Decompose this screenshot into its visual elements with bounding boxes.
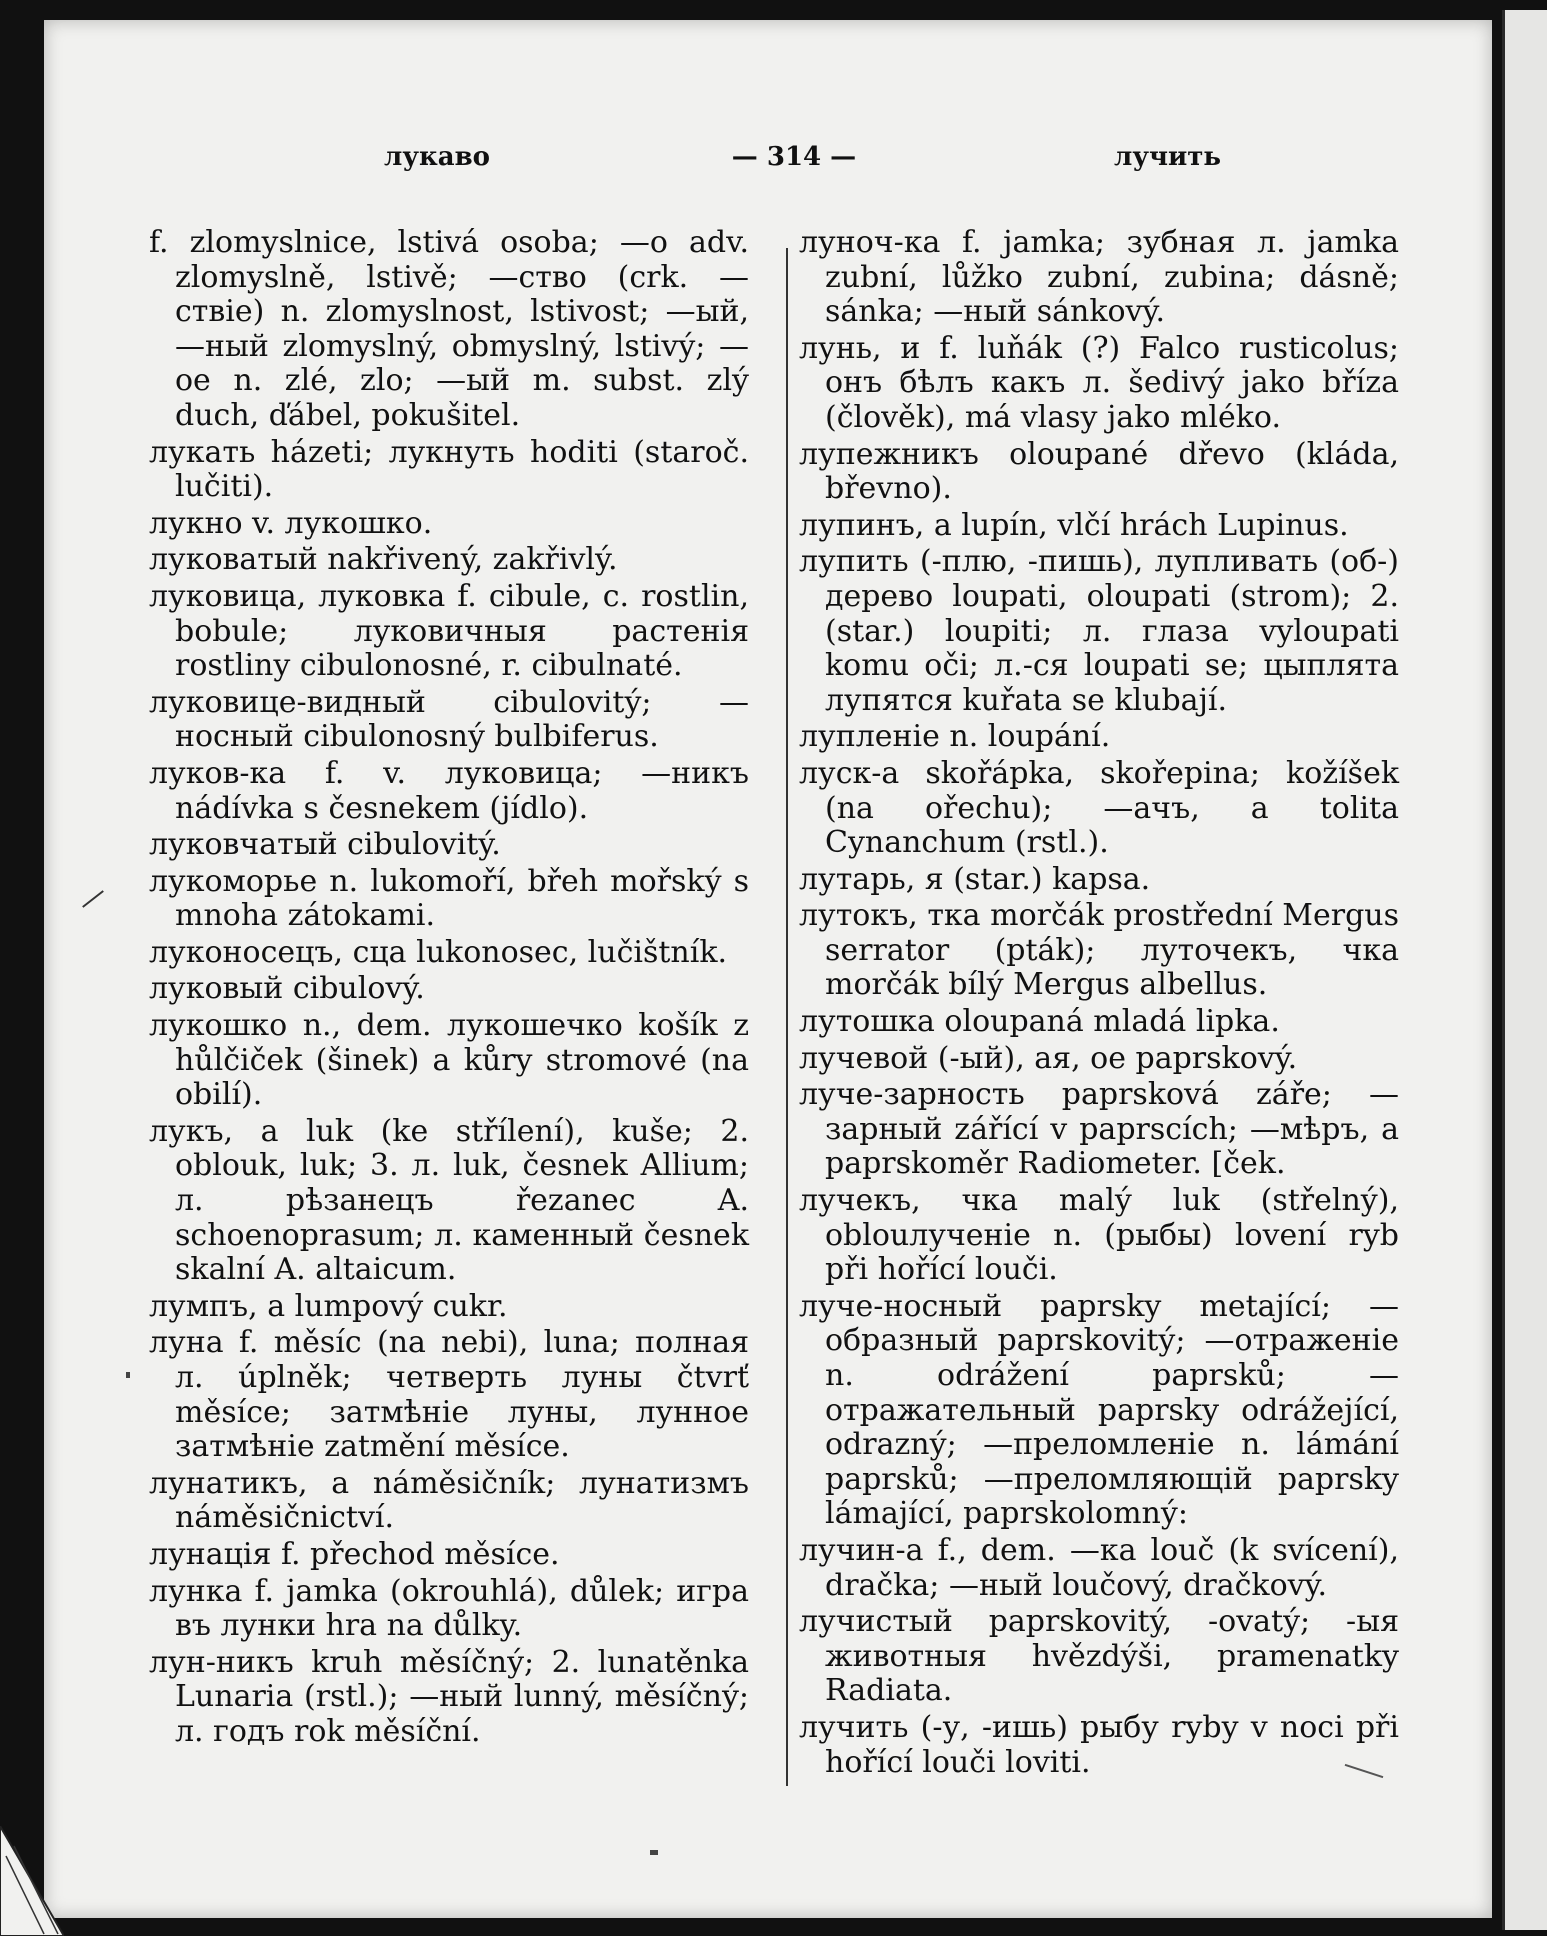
dictionary-entry: лумпъ, а lumpový cukr. [149, 1288, 508, 1324]
dictionary-entry: луск-а skořápka, skořepina; kožíšek (na ořechu); —ачъ, а tolita Cynanchum (rstl.). [799, 755, 1399, 861]
dictionary-entry: лупить (-плю, -пишь), лупливать (об-) дерево loupati, oloupati (strom); 2. (star.) loupiti; л. глаза vyloupati komu oči; л.-ся loupati se; цыплята лупятся kuřata se klubají. [799, 544, 1399, 718]
left-guide-word: лукаво [384, 142, 491, 172]
dictionary-entry: лукоморье n. lukomoří, břeh mořský s mnoha zátokami. [149, 863, 749, 934]
dictionary-entry: лунка f. jamka (okrouhlá), důlek; игра въ лунки hra na důlky. [149, 1573, 749, 1644]
column-divider [786, 248, 788, 1786]
right-guide-word: лучить [1114, 142, 1222, 172]
dictionary-entry: лупежникъ oloupané dřevo (kláda, břevno). [799, 436, 1399, 507]
dictionary-entry: лунь, и f. luňák (?) Falco rusticolus; онъ бѣлъ какъ л. šedivý jako bříza (člověk), má vlasy jako mléko. [799, 330, 1399, 435]
dictionary-entry: лучить (-у, -ишь) рыбу ryby v noci při hořící louči loviti. [799, 1709, 1399, 1780]
margin-speck [126, 1372, 130, 1378]
dictionary-entry: лутошка oloupaná mladá lipka. [799, 1004, 1280, 1040]
dictionary-entry: лунація f. přechod měsíce. [149, 1536, 560, 1572]
dictionary-entry: луковице-видный cibulovitý; —носный cibulonosný bulbiferus. [149, 684, 749, 755]
dictionary-entry: лупленіе n. loupání. [799, 719, 1111, 755]
dictionary-entry: луконосецъ, сца lukonosec, lučištník. [149, 934, 728, 970]
dictionary-entry: луковица, луковка f. cibule, c. rostlin, bobule; луковичныя растенія rostliny cibulonosné, r. cibulnaté. [149, 578, 749, 684]
dictionary-entry: лукошко n., dem. лукошечко košík z hůlčiček (šinek) a kůry stromové (na obilí). [149, 1008, 749, 1113]
left-column [149, 226, 749, 1750]
dictionary-entry: лун-никъ kruh měsíčný; 2. lunatěnka Lunaria (rstl.); —ный lunný, měsíčný; л. годъ rok měsíční. [149, 1644, 749, 1749]
dictionary-entry: лутокъ, тка morčák prostřední Mergus serrator (pták); луточекъ, чка morčák bílý Mergus albellus. [799, 898, 1399, 1003]
dictionary-entry: луковатый nakřivený, zakřivlý. [149, 542, 618, 578]
dictionary-entry: лукъ, а luk (ke střílení), kuše; 2. oblouk, luk; 3. л. luk, česnek Allium; л. рѣзанецъ řezanec A. schoenoprasum; л. каменный česnek skalní A. altaicum. [149, 1113, 749, 1288]
margin-pencil-mark [82, 890, 104, 908]
dictionary-entry: f. zlomyslnice, lstivá osoba; —о adv. zlomyslně, lstivě; —ство (crk. —ствіе) n. zlomyslnost, lstivost; —ый, —ный zlomyslný, obmyslný, lstivý; —ое n. zlé, zlo; —ый m. subst. zlý duch, ďábel, pokušitel. [149, 225, 749, 433]
dictionary-entry: луноч-ка f. jamka; зубная л. jamka zubní, lůžko zubní, zubina; dásně; sánka; —ный sánkový. [799, 225, 1399, 330]
dictionary-entry: лучин-а f., dem. —ка louč (k svícení), dračka; —ный loučový, dračkový. [799, 1532, 1399, 1603]
dictionary-entry: луков-ка f. v. луковица; —никъ nádívka s česnekem (jídlo). [149, 755, 749, 826]
page-speck [650, 1850, 658, 1855]
dictionary-entry: луковый cibulový. [149, 971, 425, 1007]
dictionary-entry: лукно v. лукошко. [149, 505, 433, 541]
dictionary-entry: луковчатый cibulovitý. [149, 827, 501, 863]
page-header [44, 142, 1492, 182]
dictionary-entry: луче-носный paprsky metající; —образный paprskovitý; —отраженіе n. odrážení paprsků; —отражательный paprsky odrážející, odrazný; —преломленіе n. lámání paprsků; —преломляющій paprsky lámající, paprskolomný: [799, 1288, 1399, 1532]
right-column [799, 226, 1399, 1780]
page-number: — 314 — [731, 142, 857, 172]
dictionary-entry: лунатикъ, а náměsičník; лунатизмъ náměsičnictví. [149, 1465, 749, 1536]
scan-corner-artifact [0, 1826, 64, 1936]
dictionary-entry: лучистый paprskovitý, -ovatý; -ыя животныя hvězdýši, pramenatky Radiata. [799, 1604, 1399, 1709]
adjacent-page-edge [1502, 10, 1547, 1930]
dictionary-entry: лутарь, я (star.) kapsa. [799, 861, 1151, 897]
dictionary-entry: луче-зарность paprsková záře; —зарный zářící v paprscích; —мѣръ, а paprskoměr Radiometer. [ček. [799, 1077, 1399, 1182]
dictionary-entry: лукать házeti; лукнуть hoditi (staroč. lučiti). [149, 434, 749, 505]
dictionary-entry: лучевой (-ый), ая, ое paprskový. [799, 1040, 1298, 1076]
dictionary-page [44, 20, 1492, 1918]
dictionary-entry: лупинъ, а lupín, vlčí hrách Lupinus. [799, 507, 1349, 543]
dictionary-entry: луна f. měsíc (na nebi), luna; полная л. úplněk; четверть луны čtvrť měsíce; затмѣніе луны, лунное затмѣніе zatmění měsíce. [149, 1325, 749, 1465]
dictionary-entry: лучекъ, чка malý luk (střelný), oblouлученіе n. (рыбы) lovení ryb při hořící louči. [799, 1183, 1399, 1288]
